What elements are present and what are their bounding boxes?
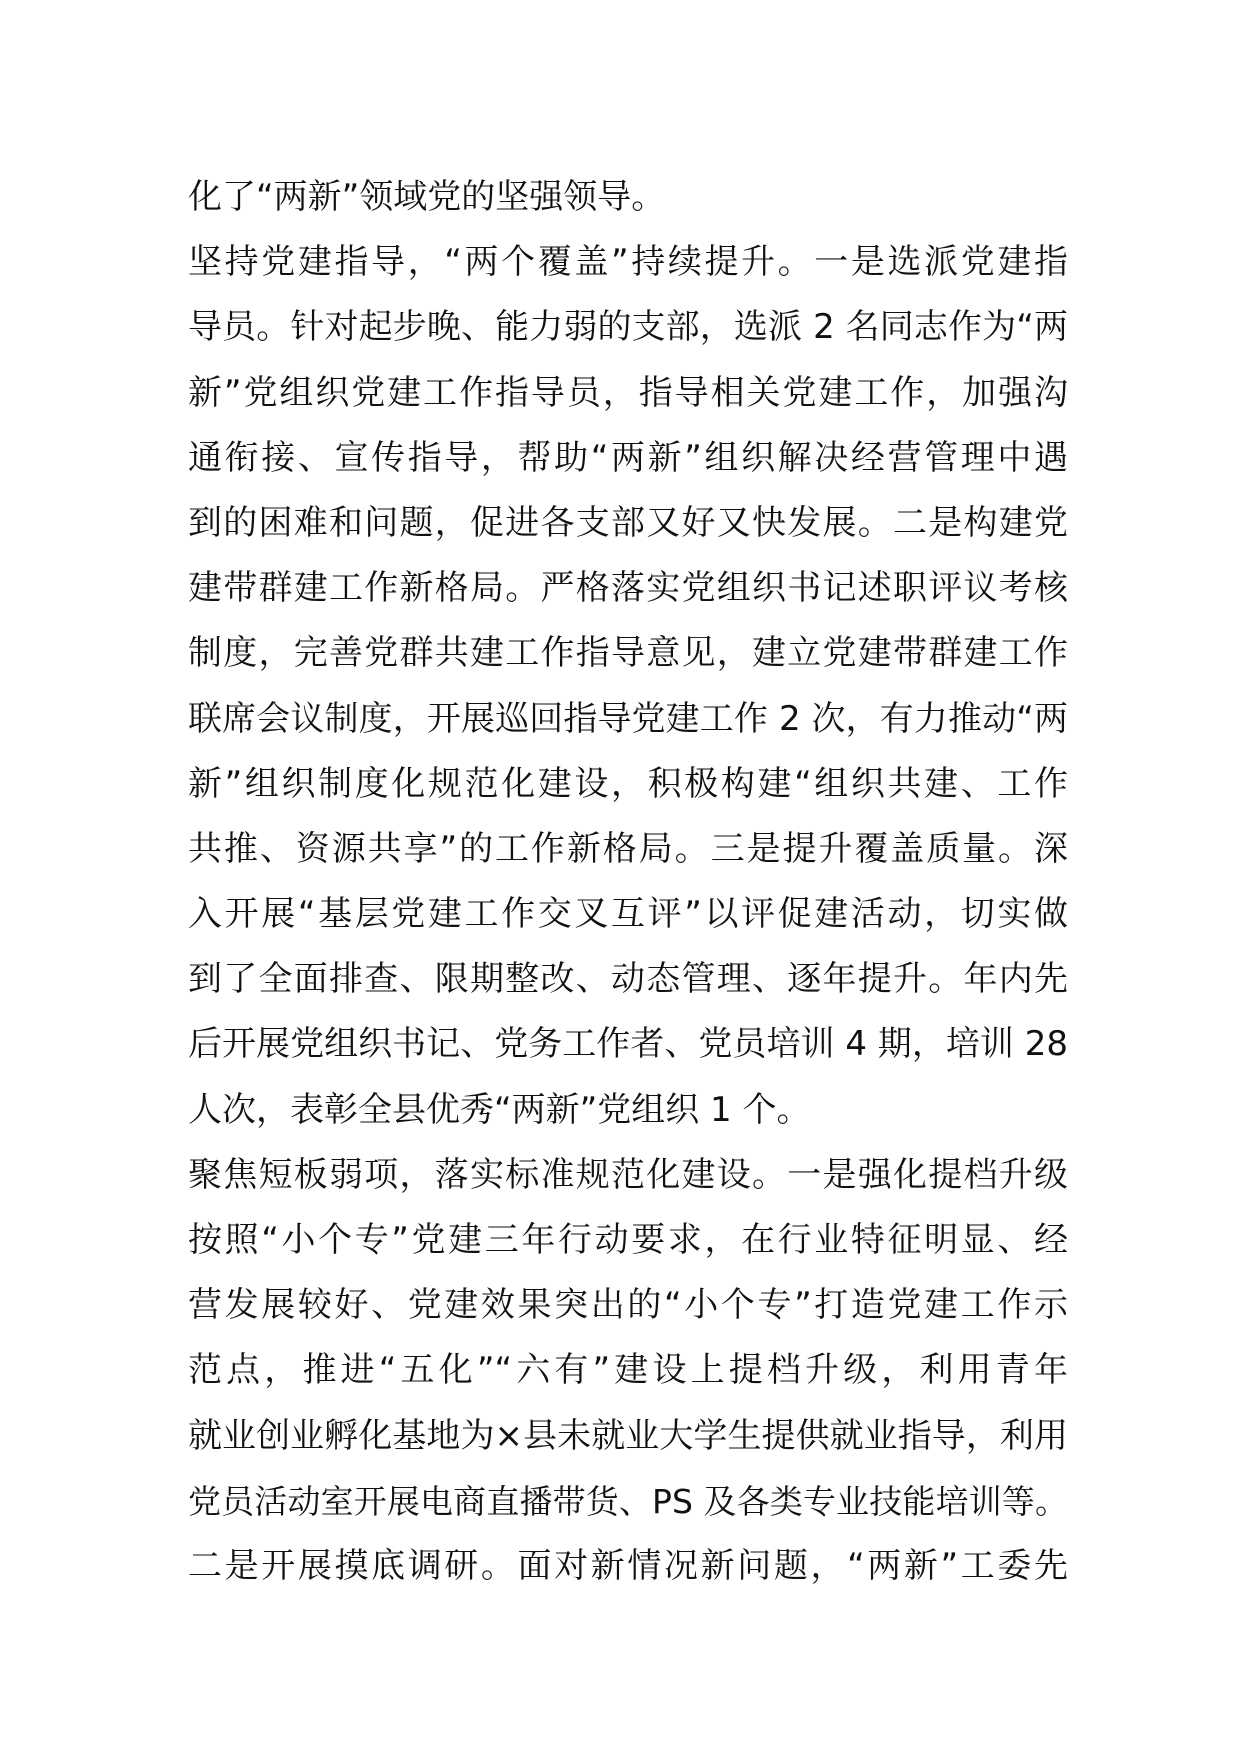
text-line: 坚持党建指导，“两个覆盖”持续提升。一是选派党建指 <box>188 242 1068 283</box>
text-line: 到的困难和问题，促进各支部又好又快发展。二是构建党 <box>188 502 1068 543</box>
text-line: 范点，推进“五化”“六有”建设上提档升级，利用青年 <box>188 1350 1068 1391</box>
text-line: 共推、资源共享”的工作新格局。三是提升覆盖质量。深 <box>188 828 1068 869</box>
text-line: 按照“小个专”党建三年行动要求，在行业特征明显、经 <box>188 1220 1068 1260</box>
text-line: 到了全面排查、限期整改、动态管理、逐年提升。年内先 <box>188 959 1068 1000</box>
text-line: 化了“两新”领域党的坚强领导。 <box>188 177 666 217</box>
text-line: 新”组织制度化规范化建设，积极构建“组织共建、工作 <box>188 763 1068 804</box>
text-line: 人次，表彰全县优秀“两新”党组织 1 个。 <box>188 1089 811 1130</box>
text-line: 通衔接、宣传指导，帮助“两新”组织解决经营管理中遇 <box>188 437 1068 478</box>
text-line: 就业创业孵化基地为×县未就业大学生提供就业指导，利用 <box>188 1415 1068 1456</box>
text-line: 入开展“基层党建工作交叉互评”以评促建活动，切实做 <box>188 894 1068 935</box>
text-line: 新”党组织党建工作指导员，指导相关党建工作，加强沟 <box>188 372 1068 413</box>
text-line: 二是开展摸底调研。面对新情况新问题，“两新”工委先 <box>188 1545 1068 1586</box>
text-line: 党员活动室开展电商直播带货、PS 及各类专业技能培训等。 <box>188 1481 1068 1521</box>
text-line: 聚焦短板弱项，落实标准规范化建设。一是强化提档升级 <box>188 1154 1068 1195</box>
text-line: 后开展党组织书记、党务工作者、党员培训 4 期，培训 28 <box>188 1024 1068 1065</box>
text-line: 建带群建工作新格局。严格落实党组织书记述职评议考核 <box>188 568 1068 609</box>
text-line: 导员。针对起步晚、能力弱的支部，选派 2 名同志作为“两 <box>188 307 1068 348</box>
text-line: 联席会议制度，开展巡回指导党建工作 2 次，有力推动“两 <box>188 698 1068 739</box>
body-text <box>188 165 1068 1599</box>
text-line: 制度，完善党群共建工作指导意见，建立党建带群建工作 <box>188 633 1068 674</box>
text-line: 营发展较好、党建效果突出的“小个专”打造党建工作示 <box>188 1285 1068 1326</box>
